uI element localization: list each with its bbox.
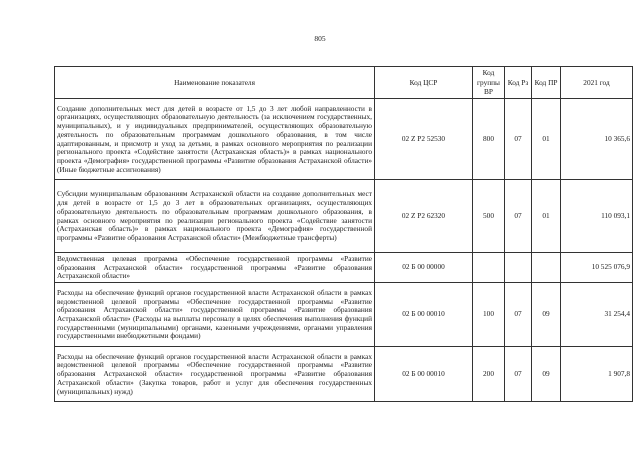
budget-table bbox=[54, 66, 633, 402]
row-amount-2021: 31 254,4 bbox=[561, 283, 633, 347]
row-vr-code bbox=[473, 253, 505, 283]
row-amount-2021: 10 365,6 bbox=[561, 99, 633, 180]
row-amount-2021: 1 907,8 bbox=[561, 347, 633, 402]
row-pr-code: 09 bbox=[532, 283, 561, 347]
table-row bbox=[55, 283, 633, 347]
row-rz-code: 07 bbox=[505, 99, 532, 180]
row-csr-code: 02 Z P2 52530 bbox=[375, 99, 473, 180]
page-number: 805 bbox=[314, 34, 326, 43]
row-indicator-name: Расходы на обеспечение функций органов государственной власти Астраханской области в рамках ведомственной целевой программы «Обеспечение государственной программы «Развитие образования Астраханской области» государственной программы «Развитие образования Астраханской области» (Закупка товаров, работ и услуг для обеспечения государственных (муниципальных) нужд) bbox=[55, 347, 375, 402]
row-vr-code: 800 bbox=[473, 99, 505, 180]
table-header-row bbox=[55, 67, 633, 99]
table-row bbox=[55, 347, 633, 402]
header-rz-code: Код Рз bbox=[505, 67, 532, 99]
row-rz-code: 07 bbox=[505, 347, 532, 402]
row-pr-code: 01 bbox=[532, 99, 561, 180]
row-pr-code bbox=[532, 253, 561, 283]
row-amount-2021: 110 093,1 bbox=[561, 180, 633, 253]
row-rz-code: 07 bbox=[505, 283, 532, 347]
row-pr-code: 01 bbox=[532, 180, 561, 253]
table-row bbox=[55, 99, 633, 180]
row-csr-code: 02 Z P2 62320 bbox=[375, 180, 473, 253]
row-pr-code: 09 bbox=[532, 347, 561, 402]
row-vr-code: 100 bbox=[473, 283, 505, 347]
row-indicator-name: Расходы на обеспечение функций органов государственной власти Астраханской области в рамках ведомственной целевой программы «Обеспечение государственной программы «Развитие образования Астраханской области» государственной программы «Развитие образования Астраханской области» (Расходы на выплаты персоналу в целях обеспечения выполнения функций государственными (муниципальными) органами, казенными учреждениями, органами управления государственными внебюджетными фондами) bbox=[55, 283, 375, 347]
header-vr-code: Код группы ВР bbox=[473, 67, 505, 99]
header-pr-code: Код ПР bbox=[532, 67, 561, 99]
header-year-2021: 2021 год bbox=[561, 67, 633, 99]
row-indicator-name: Создание дополнительных мест для детей в возрасте от 1,5 до 3 лет любой направленности в организациях, осуществляющих образовательную деятельность (за исключением государственных, муниципальных), и у индивидуальных предпринимателей, осуществляющих образовательную деятельность по образовательным программам дошкольного образования, в том числе адаптированным, и присмотр и уход за детьми, в рамках основного мероприятия по реализации регионального проекта «Содействие занятости (Астраханская область)» в рамках национального проекта «Демография» государственной программы «Развитие образования Астраханской области» (Иные бюджетные ассигнования) bbox=[55, 99, 375, 180]
row-rz-code: 07 bbox=[505, 180, 532, 253]
row-amount-2021: 10 525 076,9 bbox=[561, 253, 633, 283]
row-csr-code: 02 Б 00 00000 bbox=[375, 253, 473, 283]
table-row bbox=[55, 253, 633, 283]
header-indicator-name: Наименование показателя bbox=[55, 67, 375, 99]
table-row bbox=[55, 180, 633, 253]
row-vr-code: 200 bbox=[473, 347, 505, 402]
header-csr-code: Код ЦСР bbox=[375, 67, 473, 99]
row-vr-code: 500 bbox=[473, 180, 505, 253]
row-csr-code: 02 Б 00 00010 bbox=[375, 283, 473, 347]
row-indicator-name: Субсидии муниципальным образованиям Астраханской области на создание дополнительных мест для детей в возрасте от 1,5 до 3 лет в образовательных организациях, осуществляющих образовательную деятельность по образовательным программам дошкольного образования, в рамках основного мероприятия по реализации регионального проекта «Содействие занятости (Астраханская область)» в рамках национального проекта «Демография» государственной программы «Развитие образования Астраханской области» (Межбюджетные трансферты) bbox=[55, 180, 375, 253]
row-csr-code: 02 Б 00 00010 bbox=[375, 347, 473, 402]
row-rz-code bbox=[505, 253, 532, 283]
row-indicator-name: Ведомственная целевая программа «Обеспечение государственной программы «Развитие образования Астраханской области» государственной программы «Развитие образования Астраханской области» bbox=[55, 253, 375, 283]
